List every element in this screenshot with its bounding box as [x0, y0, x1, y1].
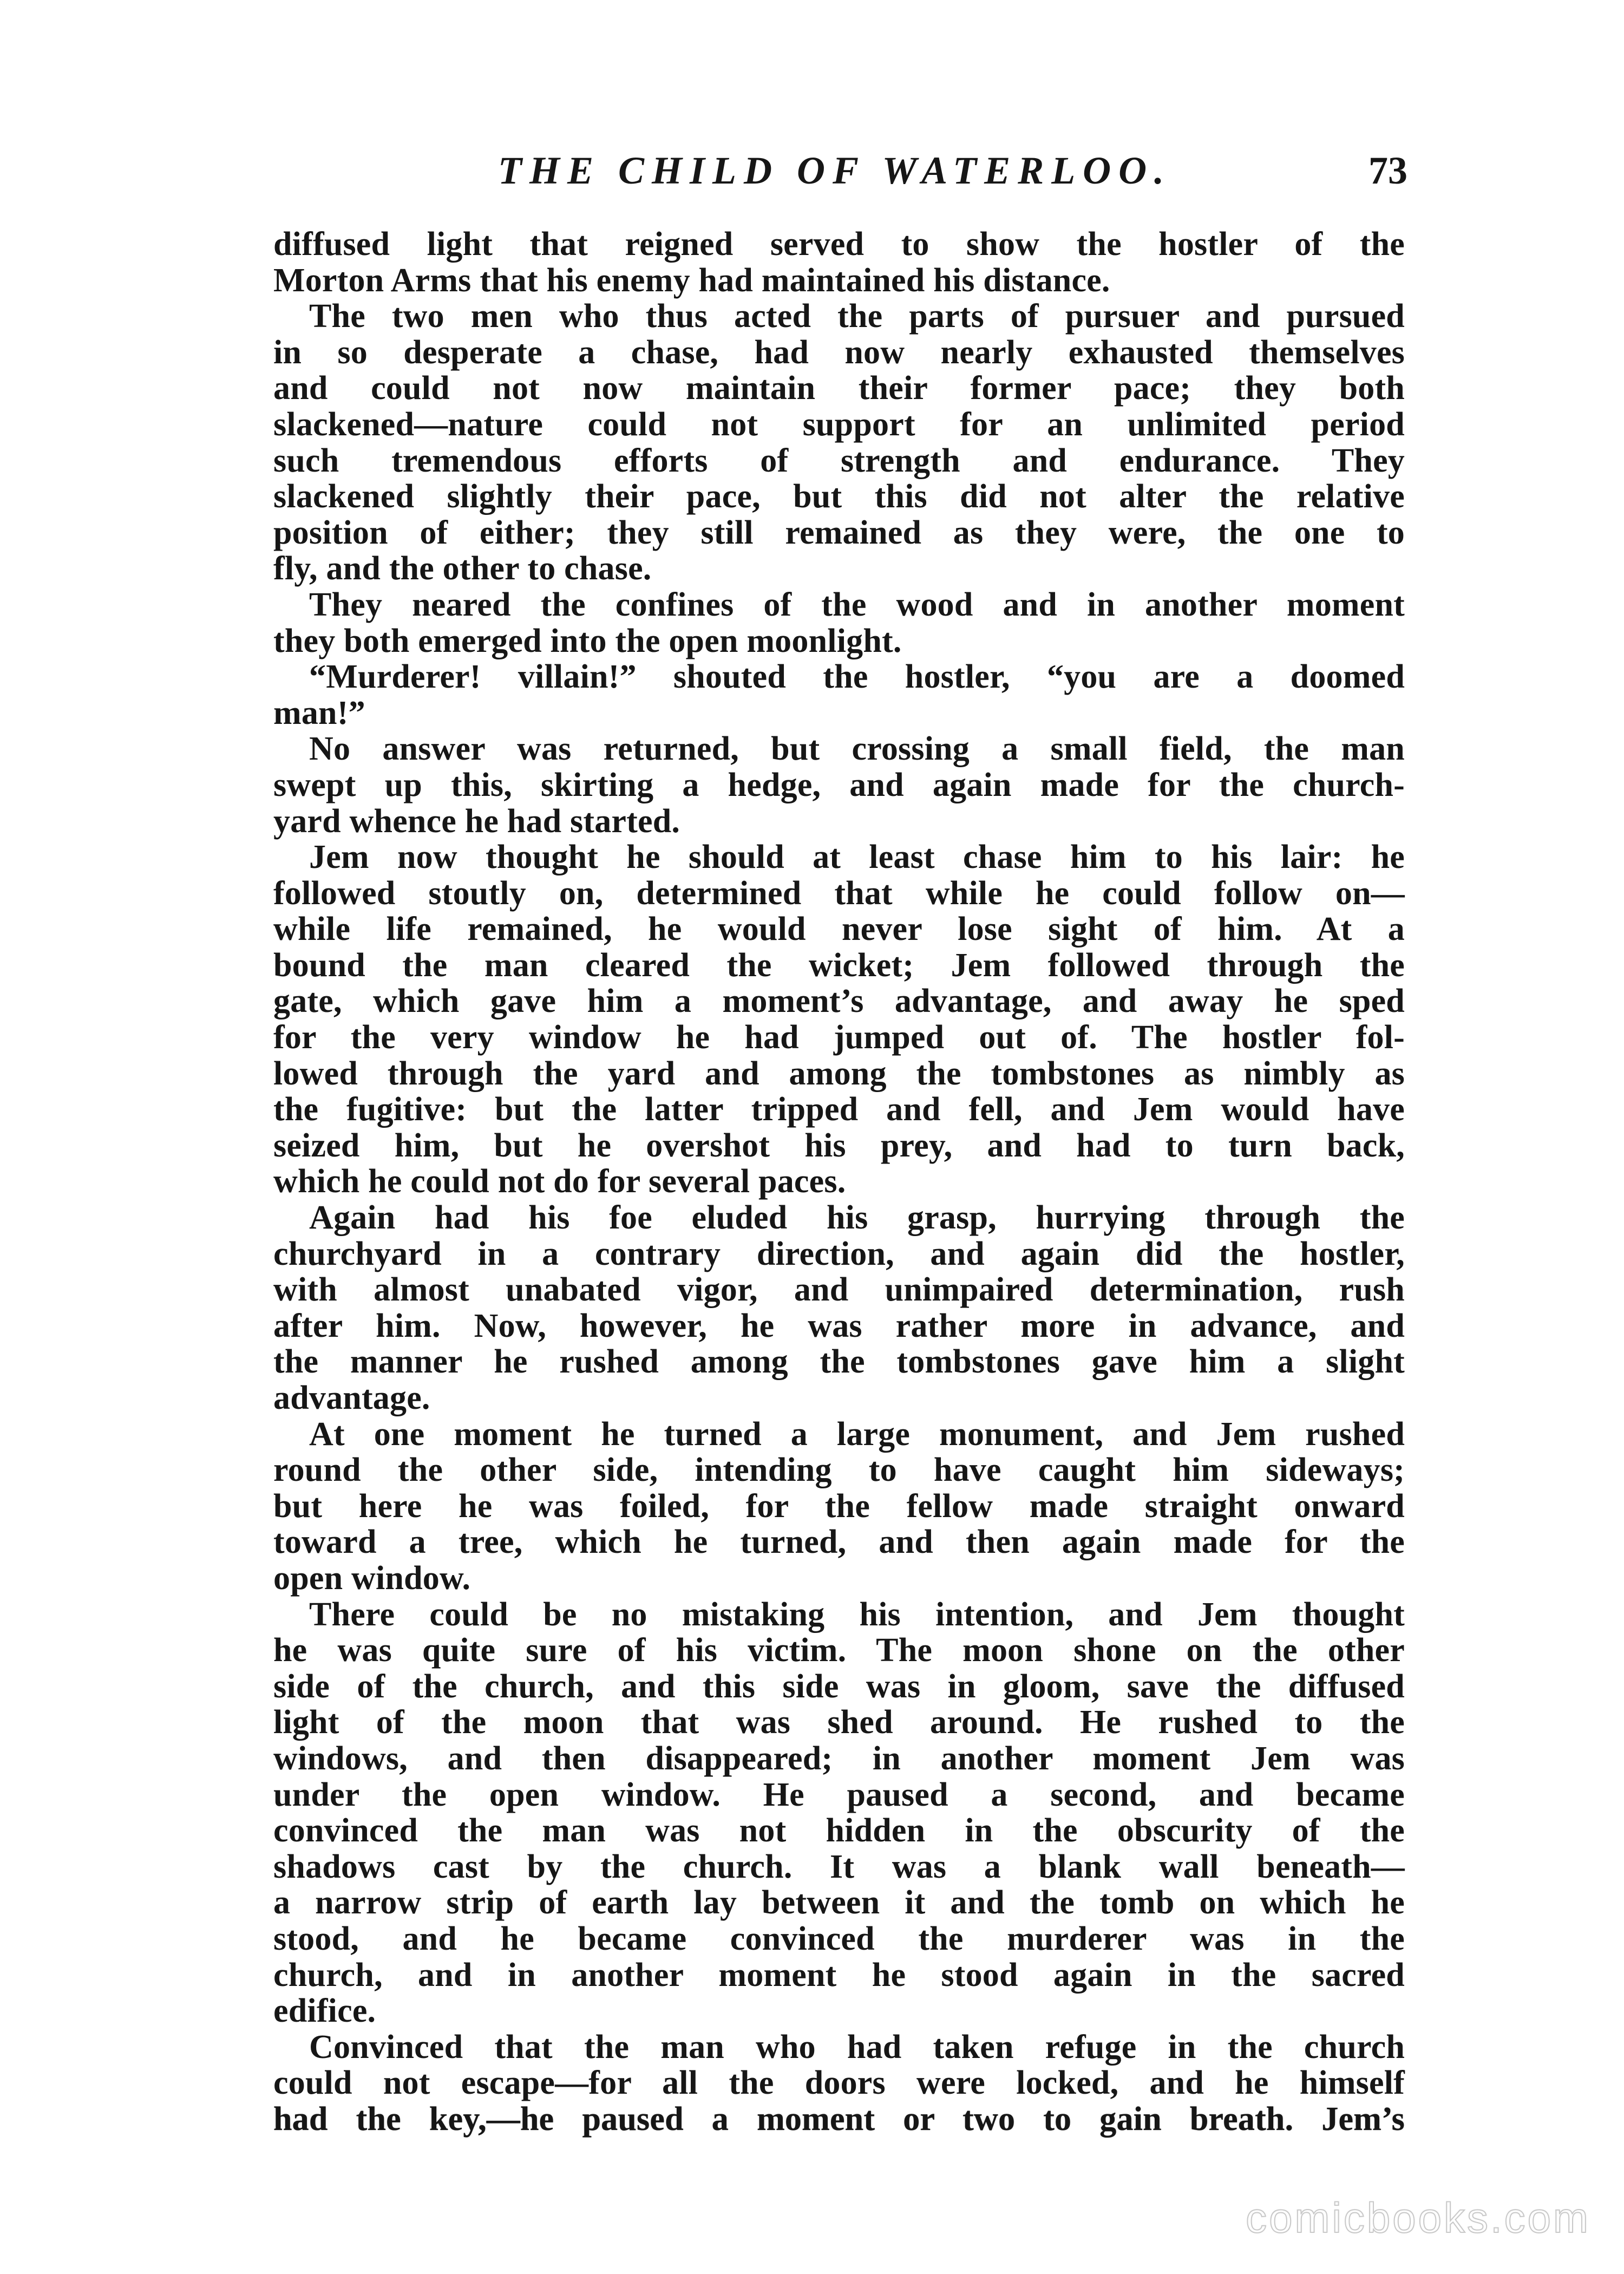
text-line: in so desperate a chase, had now nearly exhausted themselves — [273, 334, 1405, 371]
text-line: At one moment he turned a large monument, and Jem rushed — [309, 1415, 1405, 1453]
text-line: swept up this, skirting a hedge, and again made for the church- — [273, 766, 1405, 803]
text-line: but here he was foiled, for the fellow made straight onward — [273, 1487, 1405, 1525]
text-line: a narrow strip of earth lay between it and the tomb on which he — [273, 1884, 1405, 1922]
text-line: yard whence he had started. — [273, 802, 680, 840]
text-line: gate, which gave him a moment’s advantage, and away he sped — [273, 983, 1405, 1020]
text-line: There could be no mistaking his intention, and Jem thought — [309, 1596, 1405, 1633]
text-line: which he could not do for several paces. — [273, 1163, 846, 1200]
text-line: bound the man cleared the wicket; Jem followed through the — [273, 946, 1405, 984]
text-line: lowed through the yard and among the tombstones as nimbly as — [273, 1055, 1405, 1092]
text-line: diffused light that reigned served to show the hostler of the — [273, 226, 1405, 263]
text-line: position of either; they still remained as they were, the one to — [273, 514, 1405, 551]
text-line: “Murderer! villain!” shouted the hostler, “you are a doomed — [309, 658, 1405, 696]
text-line: he was quite sure of his victim. The moon shone on the other — [273, 1632, 1405, 1669]
text-line: The two men who thus acted the parts of pursuer and pursued — [309, 298, 1405, 335]
text-line: round the other side, intending to have caught him sideways; — [273, 1452, 1405, 1489]
text-line: under the open window. He paused a second, and became — [273, 1776, 1405, 1813]
running-head — [271, 141, 1407, 200]
watermark-text: comicbooks.com — [1246, 2194, 1590, 2242]
text-line: slackened slightly their pace, but this did not alter the relative — [273, 478, 1405, 515]
text-line: churchyard in a contrary direction, and again did the hostler, — [273, 1235, 1405, 1272]
body-text — [273, 226, 1405, 2230]
text-line: the fugitive: but the latter tripped and fell, and Jem would have — [273, 1091, 1405, 1128]
text-line: convinced the man was not hidden in the obscurity of the — [273, 1812, 1405, 1850]
text-line: side of the church, and this side was in gloom, save the diffused — [273, 1668, 1405, 1705]
text-line: No answer was returned, but crossing a small field, the man — [309, 730, 1405, 768]
text-line: the manner he rushed among the tombstones gave him a slight — [273, 1343, 1405, 1381]
text-line: shadows cast by the church. It was a blank wall beneath— — [273, 1848, 1405, 1885]
text-line: advantage. — [273, 1380, 430, 1416]
text-line: man!” — [273, 694, 365, 731]
text-line: such tremendous efforts of strength and endurance. They — [273, 442, 1405, 479]
text-line: after him. Now, however, he was rather more in advance, and — [273, 1307, 1405, 1344]
page-number: 73 — [1368, 149, 1407, 192]
text-line: light of the moon that was shed around. He rushed to the — [273, 1704, 1405, 1741]
text-line: church, and in another moment he stood again in the sacred — [273, 1956, 1405, 1994]
text-line: Again had his foe eluded his grasp, hurrying through the — [309, 1199, 1405, 1237]
text-line: edifice. — [273, 1992, 376, 2030]
text-line: and could not now maintain their former pace; they both — [273, 370, 1405, 407]
text-line: while life remained, he would never lose sight of him. At a — [273, 911, 1405, 948]
text-line: Convinced that the man who had taken refuge in the church — [309, 2028, 1405, 2066]
text-line: they both emerged into the open moonlight. — [273, 622, 902, 659]
text-line: seized him, but he overshot his prey, and had to turn back, — [273, 1127, 1405, 1164]
running-title: THE CHILD OF WATERLOO. — [498, 149, 1172, 192]
text-line: windows, and then disappeared; in another moment Jem was — [273, 1740, 1405, 1777]
text-line: Jem now thought he should at least chase him to his lair: he — [309, 839, 1405, 876]
text-line: for the very window he had jumped out of. The hostler fol- — [273, 1019, 1405, 1056]
text-line: followed stoutly on, determined that while he could follow on— — [273, 874, 1405, 912]
text-line: had the key,—he paused a moment or two to gain breath. Jem’s — [273, 2100, 1405, 2138]
text-line: toward a tree, which he turned, and then again made for the — [273, 1524, 1405, 1561]
text-line: open window. — [273, 1559, 471, 1597]
text-line: slackened—nature could not support for an unlimited period — [273, 406, 1405, 443]
text-line: with almost unabated vigor, and unimpaired determination, rush — [273, 1271, 1405, 1309]
text-line: Morton Arms that his enemy had maintained his distance. — [273, 262, 1110, 299]
text-line: fly, and the other to chase. — [273, 550, 652, 587]
text-line: could not escape—for all the doors were locked, and he himself — [273, 2064, 1405, 2102]
text-line: They neared the confines of the wood and in another moment — [309, 586, 1405, 623]
text-line: stood, and he became convinced the murderer was in the — [273, 1920, 1405, 1957]
